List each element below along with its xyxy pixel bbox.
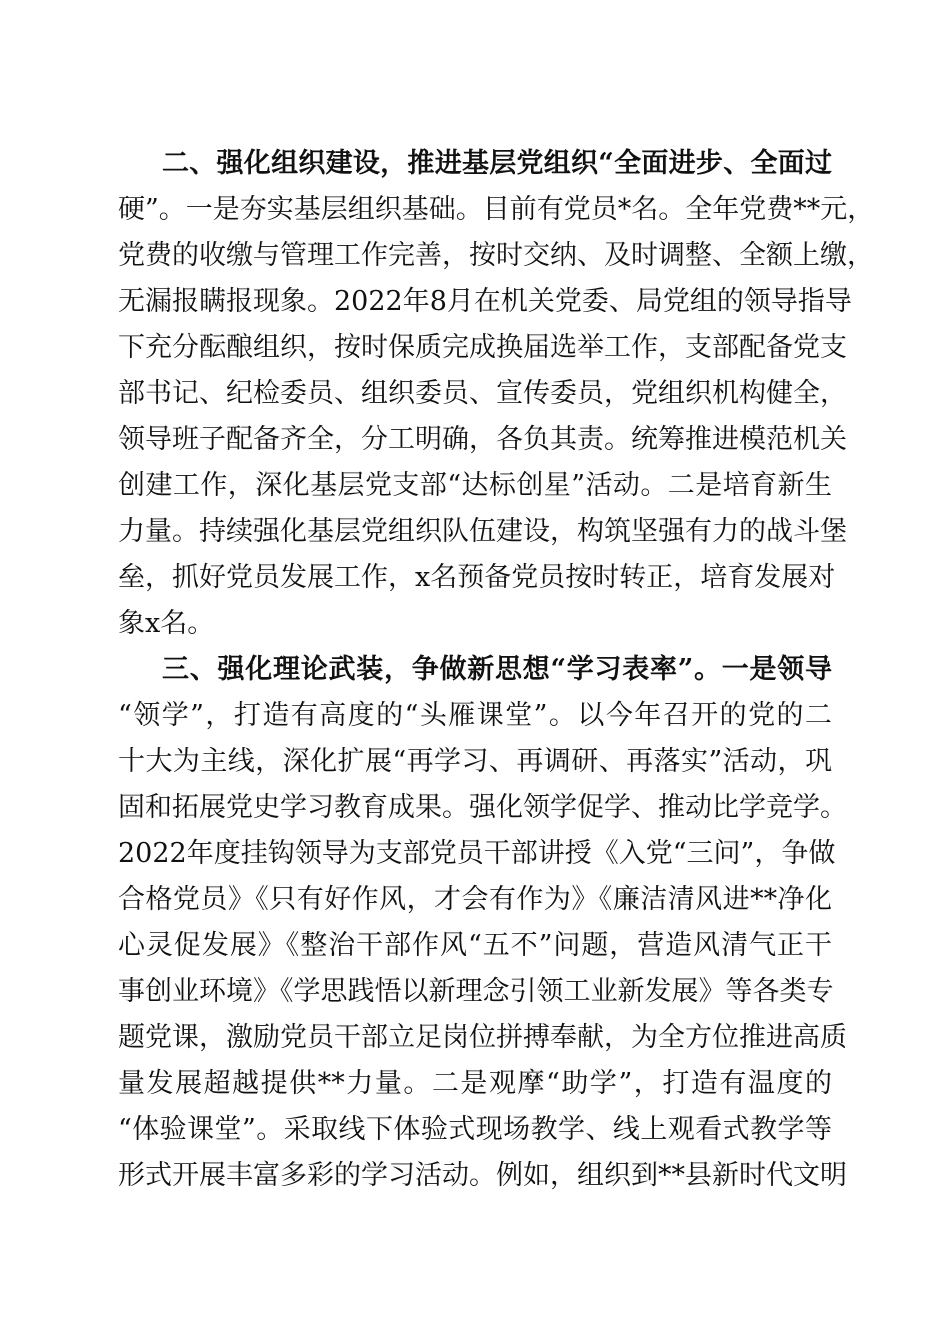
section2-line-3: 无漏报瞒报现象。2022年8月在机关党委、局党组的领导指导 — [118, 286, 852, 317]
section2-line-9: 垒，抓好党员发展工作，x名预备党员按时转正，培育发展对 — [118, 562, 836, 593]
section3-line-7: 事创业环境》《学思践悟以新理念引领工业新发展》等各类专 — [118, 976, 834, 1007]
section3-line-3: 固和拓展党史学习教育成果。强化领学促学、推动比学竞学。 — [118, 792, 847, 823]
section3-line-5: 合格党员》《只有好作风，才会有作为》《廉洁清风进**净化 — [118, 884, 832, 915]
section3-line-11: 形式开展丰富多彩的学习活动。例如，组织到**县新时代文明 — [118, 1160, 847, 1191]
section3-heading: 三、强化理论武装，争做新思想“学习表率”。一是领导 — [162, 654, 832, 685]
section3-line-10: “体验课堂”。采取线下体验式现场教学、线上观看式教学等 — [118, 1114, 832, 1145]
section3-line-9: 量发展超越提供**力量。二是观摩“助学”，打造有温度的 — [118, 1068, 832, 1099]
section3-line-8: 题党课，激励党员干部立足岗位拼搏奉献，为全方位推进高质 — [118, 1022, 847, 1053]
section2-line-2: 党费的收缴与管理工作完善，按时交纳、及时调整、全额上缴， — [118, 240, 874, 271]
section2-line-10: 象x名。 — [118, 608, 215, 639]
section2-line-5: 部书记、纪检委员、组织委员、宣传委员，党组织机构健全， — [118, 378, 847, 409]
section2-line-1: 硬”。一是夯实基层组织基础。目前有党员*名。全年党费**元， — [118, 194, 875, 225]
section2-line-7: 创建工作，深化基层党支部“达标创星”活动。二是培育新生 — [118, 470, 832, 501]
section2-heading: 二、强化组织建设，推进基层党组织“全面进步、全面过 — [162, 148, 832, 179]
section3-line-4: 2022年度挂钩领导为支部党员干部讲授《入党“三问”，争做 — [118, 838, 836, 869]
section2-line-8: 力量。持续强化基层党组织队伍建设，构筑坚强有力的战斗堡 — [118, 516, 847, 547]
section2-line-4: 下充分酝酿组织，按时保质完成换届选举工作，支部配备党支 — [118, 332, 847, 363]
section3-line-2: 十大为主线，深化扩展“再学习、再调研、再落实”活动，巩 — [118, 746, 832, 777]
section3-line-6: 心灵促发展》《整治干部作风“五不”问题，营造风清气正干 — [118, 930, 832, 961]
section3-line-1: “领学”，打造有高度的“头雁课堂”。以今年召开的党的二 — [118, 700, 832, 731]
section2-line-6: 领导班子配备齐全，分工明确，各负其责。统筹推进模范机关 — [118, 424, 847, 455]
